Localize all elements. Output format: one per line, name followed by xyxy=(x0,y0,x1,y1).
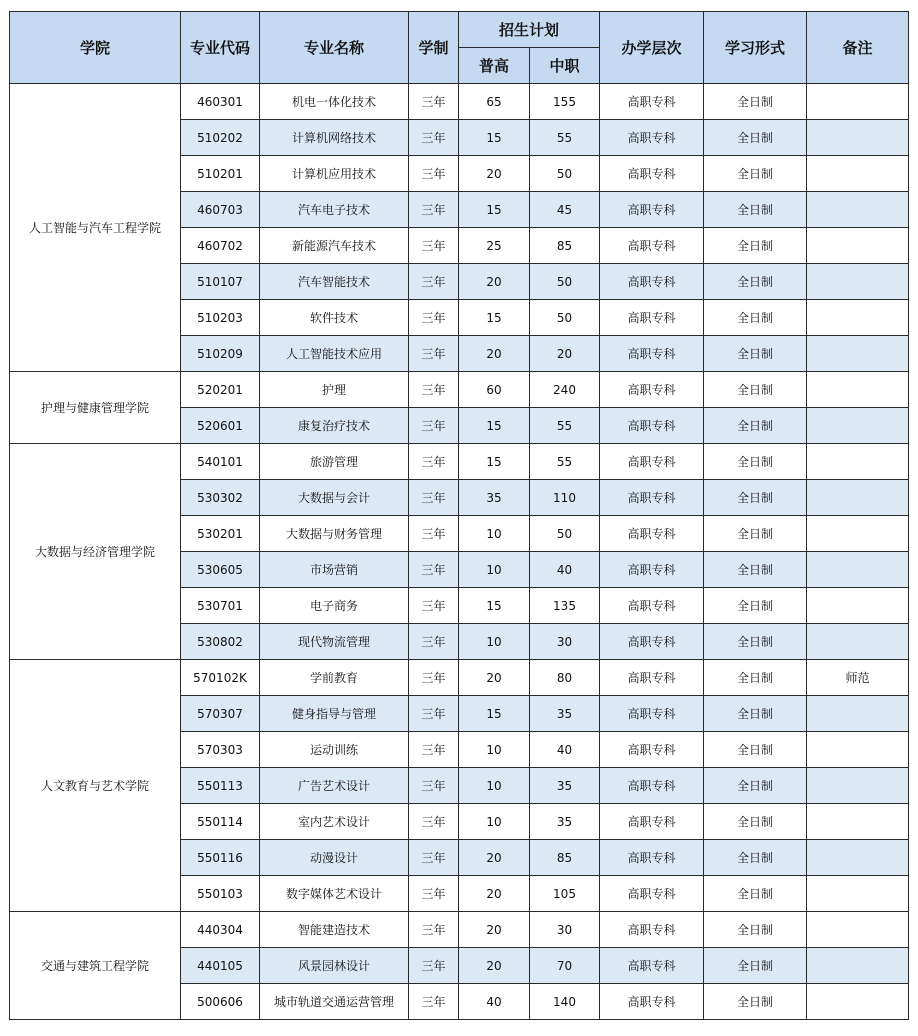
study-mode-cell: 全日制 xyxy=(704,156,807,192)
major-name-cell: 城市轨道交通运营管理 xyxy=(260,984,409,1020)
plan-vocational-cell: 30 xyxy=(530,624,600,660)
major-name-cell: 数字媒体艺术设计 xyxy=(260,876,409,912)
note-cell xyxy=(807,768,909,804)
major-name-cell: 现代物流管理 xyxy=(260,624,409,660)
table-row xyxy=(10,660,909,696)
major-code-cell: 530302 xyxy=(181,480,260,516)
plan-vocational-cell: 45 xyxy=(530,192,600,228)
plan-general-cell: 60 xyxy=(459,372,530,408)
duration-cell: 三年 xyxy=(409,624,459,660)
major-code-cell: 550114 xyxy=(181,804,260,840)
major-name-cell: 汽车智能技术 xyxy=(260,264,409,300)
note-cell xyxy=(807,300,909,336)
note-cell xyxy=(807,876,909,912)
note-cell xyxy=(807,408,909,444)
major-code-cell: 520201 xyxy=(181,372,260,408)
note-cell xyxy=(807,516,909,552)
duration-cell: 三年 xyxy=(409,480,459,516)
duration-cell: 三年 xyxy=(409,264,459,300)
duration-cell: 三年 xyxy=(409,552,459,588)
plan-general-cell: 10 xyxy=(459,732,530,768)
duration-cell: 三年 xyxy=(409,84,459,120)
duration-cell: 三年 xyxy=(409,192,459,228)
plan-vocational-cell: 30 xyxy=(530,912,600,948)
study-mode-cell: 全日制 xyxy=(704,552,807,588)
note-cell xyxy=(807,912,909,948)
major-name-cell: 康复治疗技术 xyxy=(260,408,409,444)
note-cell xyxy=(807,732,909,768)
plan-vocational-cell: 105 xyxy=(530,876,600,912)
study-mode-cell: 全日制 xyxy=(704,588,807,624)
duration-cell: 三年 xyxy=(409,948,459,984)
major-code-cell: 500606 xyxy=(181,984,260,1020)
note-cell xyxy=(807,588,909,624)
major-name-cell: 电子商务 xyxy=(260,588,409,624)
note-cell xyxy=(807,552,909,588)
level-cell: 高职专科 xyxy=(600,408,704,444)
major-code-cell: 460703 xyxy=(181,192,260,228)
plan-vocational-cell: 155 xyxy=(530,84,600,120)
major-name-cell: 计算机应用技术 xyxy=(260,156,409,192)
plan-general-cell: 10 xyxy=(459,552,530,588)
plan-vocational-cell: 70 xyxy=(530,948,600,984)
major-code-cell: 550103 xyxy=(181,876,260,912)
duration-cell: 三年 xyxy=(409,696,459,732)
study-mode-cell: 全日制 xyxy=(704,876,807,912)
duration-cell: 三年 xyxy=(409,912,459,948)
level-cell: 高职专科 xyxy=(600,336,704,372)
plan-vocational-cell: 40 xyxy=(530,552,600,588)
study-mode-cell: 全日制 xyxy=(704,804,807,840)
level-cell: 高职专科 xyxy=(600,588,704,624)
table-row xyxy=(10,372,909,408)
study-mode-cell: 全日制 xyxy=(704,624,807,660)
plan-vocational-cell: 140 xyxy=(530,984,600,1020)
level-cell: 高职专科 xyxy=(600,444,704,480)
note-cell xyxy=(807,192,909,228)
plan-general-cell: 20 xyxy=(459,948,530,984)
major-code-cell: 550113 xyxy=(181,768,260,804)
note-cell xyxy=(807,696,909,732)
major-name-cell: 护理 xyxy=(260,372,409,408)
note-cell xyxy=(807,444,909,480)
college-cell: 人工智能与汽车工程学院 xyxy=(10,84,181,372)
header-plan-vocational: 中职 xyxy=(530,48,600,84)
duration-cell: 三年 xyxy=(409,984,459,1020)
level-cell: 高职专科 xyxy=(600,552,704,588)
level-cell: 高职专科 xyxy=(600,984,704,1020)
plan-general-cell: 40 xyxy=(459,984,530,1020)
study-mode-cell: 全日制 xyxy=(704,408,807,444)
major-name-cell: 学前教育 xyxy=(260,660,409,696)
note-cell xyxy=(807,336,909,372)
major-code-cell: 510202 xyxy=(181,120,260,156)
study-mode-cell: 全日制 xyxy=(704,192,807,228)
level-cell: 高职专科 xyxy=(600,912,704,948)
major-name-cell: 动漫设计 xyxy=(260,840,409,876)
level-cell: 高职专科 xyxy=(600,732,704,768)
duration-cell: 三年 xyxy=(409,588,459,624)
table-body xyxy=(10,84,909,1020)
study-mode-cell: 全日制 xyxy=(704,228,807,264)
level-cell: 高职专科 xyxy=(600,516,704,552)
duration-cell: 三年 xyxy=(409,336,459,372)
plan-vocational-cell: 35 xyxy=(530,696,600,732)
note-cell xyxy=(807,120,909,156)
study-mode-cell: 全日制 xyxy=(704,84,807,120)
major-name-cell: 人工智能技术应用 xyxy=(260,336,409,372)
duration-cell: 三年 xyxy=(409,732,459,768)
plan-vocational-cell: 55 xyxy=(530,444,600,480)
level-cell: 高职专科 xyxy=(600,228,704,264)
major-code-cell: 440105 xyxy=(181,948,260,984)
table-row xyxy=(10,444,909,480)
header-college: 学院 xyxy=(10,12,181,84)
table-row xyxy=(10,912,909,948)
plan-general-cell: 15 xyxy=(459,120,530,156)
header-study-mode: 学习形式 xyxy=(704,12,807,84)
plan-vocational-cell: 80 xyxy=(530,660,600,696)
major-name-cell: 大数据与会计 xyxy=(260,480,409,516)
plan-vocational-cell: 40 xyxy=(530,732,600,768)
major-code-cell: 530802 xyxy=(181,624,260,660)
duration-cell: 三年 xyxy=(409,120,459,156)
plan-vocational-cell: 55 xyxy=(530,408,600,444)
major-name-cell: 室内艺术设计 xyxy=(260,804,409,840)
major-name-cell: 软件技术 xyxy=(260,300,409,336)
plan-general-cell: 20 xyxy=(459,840,530,876)
enrollment-plan-table xyxy=(9,11,909,1020)
major-code-cell: 530701 xyxy=(181,588,260,624)
major-name-cell: 新能源汽车技术 xyxy=(260,228,409,264)
study-mode-cell: 全日制 xyxy=(704,660,807,696)
major-name-cell: 健身指导与管理 xyxy=(260,696,409,732)
plan-vocational-cell: 110 xyxy=(530,480,600,516)
study-mode-cell: 全日制 xyxy=(704,732,807,768)
duration-cell: 三年 xyxy=(409,228,459,264)
study-mode-cell: 全日制 xyxy=(704,300,807,336)
major-code-cell: 570102K xyxy=(181,660,260,696)
plan-general-cell: 20 xyxy=(459,660,530,696)
note-cell xyxy=(807,948,909,984)
plan-vocational-cell: 85 xyxy=(530,228,600,264)
study-mode-cell: 全日制 xyxy=(704,516,807,552)
major-code-cell: 510201 xyxy=(181,156,260,192)
table-header xyxy=(10,12,909,84)
plan-general-cell: 15 xyxy=(459,408,530,444)
plan-general-cell: 10 xyxy=(459,516,530,552)
major-name-cell: 大数据与财务管理 xyxy=(260,516,409,552)
study-mode-cell: 全日制 xyxy=(704,948,807,984)
note-cell xyxy=(807,804,909,840)
level-cell: 高职专科 xyxy=(600,372,704,408)
level-cell: 高职专科 xyxy=(600,660,704,696)
major-name-cell: 风景园林设计 xyxy=(260,948,409,984)
college-cell: 人文教育与艺术学院 xyxy=(10,660,181,912)
plan-vocational-cell: 50 xyxy=(530,516,600,552)
major-code-cell: 510209 xyxy=(181,336,260,372)
plan-vocational-cell: 20 xyxy=(530,336,600,372)
duration-cell: 三年 xyxy=(409,444,459,480)
study-mode-cell: 全日制 xyxy=(704,444,807,480)
plan-general-cell: 35 xyxy=(459,480,530,516)
plan-general-cell: 20 xyxy=(459,264,530,300)
level-cell: 高职专科 xyxy=(600,624,704,660)
level-cell: 高职专科 xyxy=(600,156,704,192)
plan-vocational-cell: 35 xyxy=(530,804,600,840)
plan-general-cell: 25 xyxy=(459,228,530,264)
header-plan-general: 普高 xyxy=(459,48,530,84)
major-code-cell: 530605 xyxy=(181,552,260,588)
study-mode-cell: 全日制 xyxy=(704,696,807,732)
plan-general-cell: 15 xyxy=(459,300,530,336)
plan-vocational-cell: 55 xyxy=(530,120,600,156)
note-cell xyxy=(807,624,909,660)
college-cell: 护理与健康管理学院 xyxy=(10,372,181,444)
major-name-cell: 旅游管理 xyxy=(260,444,409,480)
plan-vocational-cell: 240 xyxy=(530,372,600,408)
plan-general-cell: 20 xyxy=(459,336,530,372)
level-cell: 高职专科 xyxy=(600,120,704,156)
table-row xyxy=(10,84,909,120)
level-cell: 高职专科 xyxy=(600,300,704,336)
plan-general-cell: 10 xyxy=(459,624,530,660)
duration-cell: 三年 xyxy=(409,408,459,444)
study-mode-cell: 全日制 xyxy=(704,336,807,372)
note-cell xyxy=(807,264,909,300)
plan-general-cell: 15 xyxy=(459,696,530,732)
level-cell: 高职专科 xyxy=(600,192,704,228)
plan-general-cell: 10 xyxy=(459,768,530,804)
study-mode-cell: 全日制 xyxy=(704,372,807,408)
duration-cell: 三年 xyxy=(409,300,459,336)
major-name-cell: 运动训练 xyxy=(260,732,409,768)
level-cell: 高职专科 xyxy=(600,948,704,984)
major-code-cell: 510203 xyxy=(181,300,260,336)
duration-cell: 三年 xyxy=(409,876,459,912)
plan-vocational-cell: 50 xyxy=(530,300,600,336)
plan-general-cell: 65 xyxy=(459,84,530,120)
duration-cell: 三年 xyxy=(409,840,459,876)
major-code-cell: 460301 xyxy=(181,84,260,120)
level-cell: 高职专科 xyxy=(600,696,704,732)
plan-general-cell: 10 xyxy=(459,804,530,840)
major-code-cell: 460702 xyxy=(181,228,260,264)
plan-vocational-cell: 50 xyxy=(530,156,600,192)
header-enrollment-plan: 招生计划 xyxy=(459,12,600,48)
major-name-cell: 计算机网络技术 xyxy=(260,120,409,156)
plan-vocational-cell: 85 xyxy=(530,840,600,876)
header-row-1 xyxy=(10,12,909,48)
plan-general-cell: 15 xyxy=(459,192,530,228)
header-major-code: 专业代码 xyxy=(181,12,260,84)
study-mode-cell: 全日制 xyxy=(704,912,807,948)
major-code-cell: 540101 xyxy=(181,444,260,480)
college-cell: 大数据与经济管理学院 xyxy=(10,444,181,660)
header-note: 备注 xyxy=(807,12,909,84)
major-name-cell: 广告艺术设计 xyxy=(260,768,409,804)
note-cell xyxy=(807,984,909,1020)
plan-general-cell: 15 xyxy=(459,444,530,480)
study-mode-cell: 全日制 xyxy=(704,120,807,156)
note-cell xyxy=(807,84,909,120)
major-code-cell: 530201 xyxy=(181,516,260,552)
plan-vocational-cell: 135 xyxy=(530,588,600,624)
note-cell xyxy=(807,840,909,876)
major-name-cell: 汽车电子技术 xyxy=(260,192,409,228)
major-code-cell: 510107 xyxy=(181,264,260,300)
note-cell: 师范 xyxy=(807,660,909,696)
study-mode-cell: 全日制 xyxy=(704,480,807,516)
major-name-cell: 机电一体化技术 xyxy=(260,84,409,120)
major-name-cell: 智能建造技术 xyxy=(260,912,409,948)
note-cell xyxy=(807,372,909,408)
note-cell xyxy=(807,480,909,516)
major-code-cell: 520601 xyxy=(181,408,260,444)
level-cell: 高职专科 xyxy=(600,480,704,516)
duration-cell: 三年 xyxy=(409,156,459,192)
plan-vocational-cell: 50 xyxy=(530,264,600,300)
level-cell: 高职专科 xyxy=(600,876,704,912)
study-mode-cell: 全日制 xyxy=(704,264,807,300)
level-cell: 高职专科 xyxy=(600,84,704,120)
study-mode-cell: 全日制 xyxy=(704,984,807,1020)
note-cell xyxy=(807,156,909,192)
header-duration: 学制 xyxy=(409,12,459,84)
plan-general-cell: 15 xyxy=(459,588,530,624)
duration-cell: 三年 xyxy=(409,372,459,408)
duration-cell: 三年 xyxy=(409,804,459,840)
major-code-cell: 550116 xyxy=(181,840,260,876)
major-name-cell: 市场营销 xyxy=(260,552,409,588)
major-code-cell: 570307 xyxy=(181,696,260,732)
header-level: 办学层次 xyxy=(600,12,704,84)
plan-general-cell: 20 xyxy=(459,156,530,192)
level-cell: 高职专科 xyxy=(600,840,704,876)
major-code-cell: 570303 xyxy=(181,732,260,768)
level-cell: 高职专科 xyxy=(600,264,704,300)
plan-general-cell: 20 xyxy=(459,876,530,912)
header-major-name: 专业名称 xyxy=(260,12,409,84)
major-code-cell: 440304 xyxy=(181,912,260,948)
duration-cell: 三年 xyxy=(409,660,459,696)
level-cell: 高职专科 xyxy=(600,804,704,840)
study-mode-cell: 全日制 xyxy=(704,768,807,804)
plan-general-cell: 20 xyxy=(459,912,530,948)
college-cell: 交通与建筑工程学院 xyxy=(10,912,181,1020)
level-cell: 高职专科 xyxy=(600,768,704,804)
plan-vocational-cell: 35 xyxy=(530,768,600,804)
study-mode-cell: 全日制 xyxy=(704,840,807,876)
duration-cell: 三年 xyxy=(409,768,459,804)
note-cell xyxy=(807,228,909,264)
duration-cell: 三年 xyxy=(409,516,459,552)
